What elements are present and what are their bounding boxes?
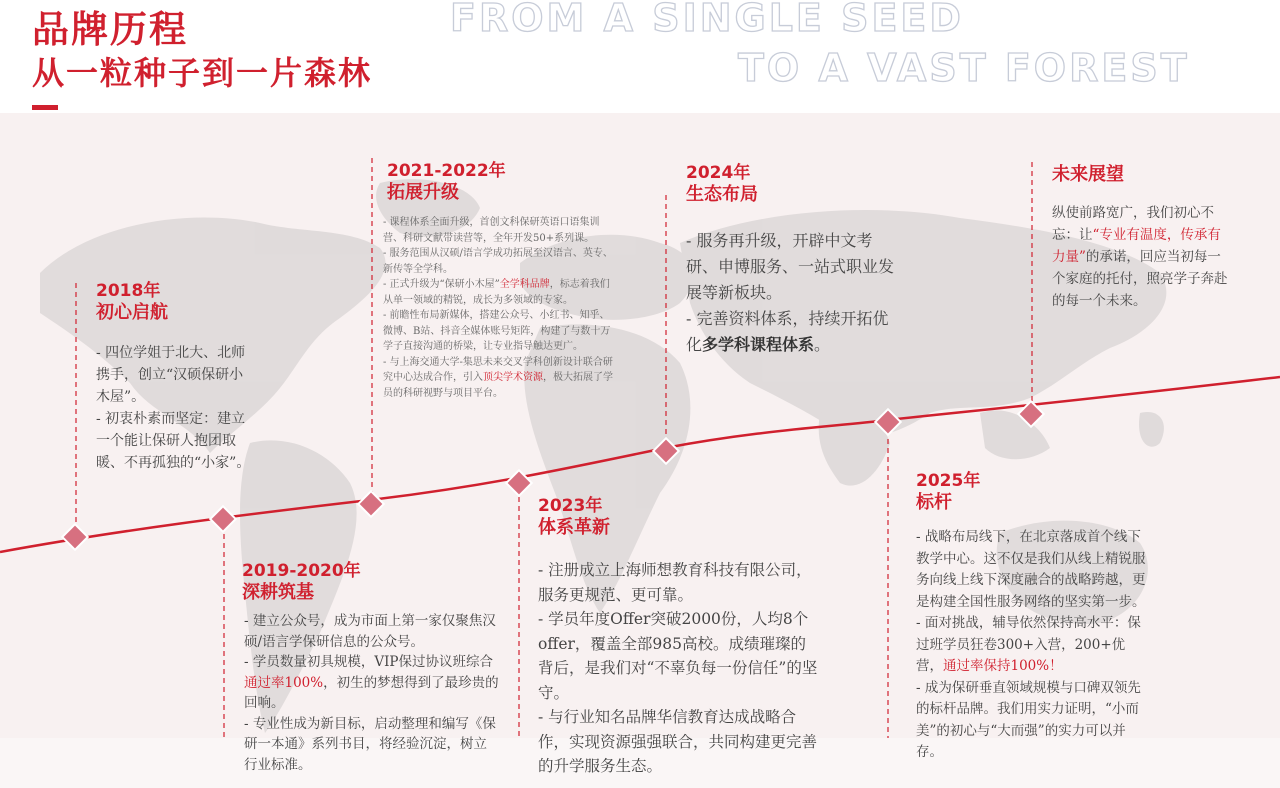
- text-2025: [916, 527, 1148, 764]
- marker-2025: [875, 409, 900, 434]
- text-2018-line1: - 四位学姐于北大、北师携手，创立“汉硕保研小木屋”。: [96, 345, 246, 405]
- text-2025-line1: - 战略布局线下，在北京落成首个线下教学中心。这不仅是我们从线上精锐服务向线上线下深度融合的战略跨越，更是构建全国性服务网络的坚实第一步。: [916, 529, 1146, 610]
- year-2025: 2025年: [916, 471, 981, 491]
- page-subtitle: 从一粒种子到一片森林: [32, 54, 373, 92]
- text-2023-line1: - 注册成立上海师想教育科技有限公司，服务更规范、更可靠。: [538, 561, 812, 604]
- marker-2019: [210, 506, 235, 531]
- year-2018: 2018年: [96, 281, 161, 301]
- marker-2021: [358, 491, 383, 516]
- text-2025-line3: - 成为保研垂直领域规模与口碑双领先的标杆品牌。我们用实力证明，“小而美”的初心与“大而强”的实力可以并存。: [916, 679, 1141, 760]
- highlight-pass-rate: 通过率100%: [244, 674, 324, 691]
- text-2021-line4: - 前瞻性布局新媒体，搭建公众号、小红书、知乎、微博、B站、抖音全媒体账号矩阵，构建了与数十万学子直接沟通的桥梁，让专业指导触达更广。: [383, 310, 611, 352]
- highlight-resources: 顶尖学术资源: [483, 372, 543, 383]
- highlight-curriculum: 多学科课程体系: [702, 335, 815, 354]
- text-2018: [96, 342, 256, 474]
- text-2024-line1: - 服务再升级，开辟中文考研、申博服务、一站式职业发展等新板块。: [686, 231, 895, 302]
- stage-2019-2020: 深耕筑基: [242, 582, 314, 603]
- stage-2024: 生态布局: [686, 184, 758, 205]
- year-2023: 2023年: [538, 496, 603, 516]
- text-2019-line3: - 专业性成为新目标，启动整理和编写《保研一本通》系列书目，将经验沉淀，树立行业标准。: [244, 715, 496, 773]
- page-title: 品牌历程: [32, 8, 188, 51]
- text-2023: [538, 558, 820, 779]
- text-2021-line1: - 课程体系全面升级，首创文科保研英语口语集训营、科研文献带读营等，全年开发50+系列课。: [383, 217, 600, 244]
- text-2021-2022: [383, 215, 615, 401]
- text-2021-line3: - 正式升级为“保研小木屋”全学科品牌，标志着我们从单一领域的精锐，成长为多领域的专家。: [383, 279, 610, 306]
- year-2019-2020: 2019-2020年: [242, 561, 361, 581]
- text-2018-line2: - 初衷朴素而坚定：建立一个能让保研人抱团取暖、不再孤独的“小家”。: [96, 411, 251, 471]
- text-2024: [686, 228, 902, 358]
- text-2019-2020: [244, 611, 500, 775]
- stage-future: 未来展望: [1052, 164, 1124, 185]
- stage-2023: 体系革新: [538, 517, 610, 538]
- text-2025-line2: - 面对挑战，辅导依然保持高水平：保过班学员狂卷300+入营，200+优营，通过率保持100%！: [916, 615, 1141, 674]
- marker-2023: [506, 470, 531, 495]
- text-2021-line2: - 服务范围从汉硕/语言学成功拓展至汉语言、英专、新传等全学科。: [383, 248, 613, 275]
- highlight-promise: “专业有温度，传承有力量”: [1052, 227, 1221, 265]
- stage-2021-2022: 拓展升级: [387, 182, 459, 203]
- english-slogan-line1: FROM A SINGLE SEED: [450, 0, 964, 40]
- text-future: 纵使前路宽广，我们初心不忘：让“专业有温度，传承有力量”的承诺，回应当初每一个家庭的托付，照亮学子奔赴的每一个未来。: [1052, 205, 1228, 309]
- text-2019-line2: - 学员数量初具规模，VIP保过协议班综合通过率100%，初生的梦想得到了最珍贵的回响。: [244, 654, 499, 711]
- english-slogan-line2: TO A VAST FOREST: [738, 46, 1190, 90]
- text-2024-line2: - 完善资料体系，持续开拓优化多学科课程体系。: [686, 309, 889, 354]
- text-2019-line1: - 建立公众号，成为市面上第一家仅聚焦汉硕/语言学保研信息的公众号。: [244, 613, 496, 650]
- text-2023-line3: - 与行业知名品牌华信教育达成战略合作，实现资源强强联合，共同构建更完善的升学服务生态。: [538, 708, 818, 775]
- text-2023-line2: - 学员年度Offer突破2000份，人均8个offer，覆盖全部985高校。成绩璀璨的背后，是我们对“不辜负每一份信任”的坚守。: [538, 610, 818, 702]
- year-2021-2022: 2021-2022年: [387, 161, 506, 181]
- text-2021-line5: - 与上海交通大学-集思未来交叉学科创新设计联合研究中心达成合作，引入顶尖学术资源，极大拓展了学员的科研视野与项目平台。: [383, 356, 613, 399]
- marker-2018: [62, 524, 87, 549]
- stage-2018: 初心启航: [96, 302, 168, 323]
- stage-2025: 标杆: [916, 492, 952, 513]
- marker-2024: [653, 438, 678, 463]
- highlight-brand: 全学科品牌: [499, 279, 550, 290]
- year-2024: 2024年: [686, 163, 751, 183]
- highlight-pass-rate-2025: 通过率保持100%！: [943, 658, 1063, 674]
